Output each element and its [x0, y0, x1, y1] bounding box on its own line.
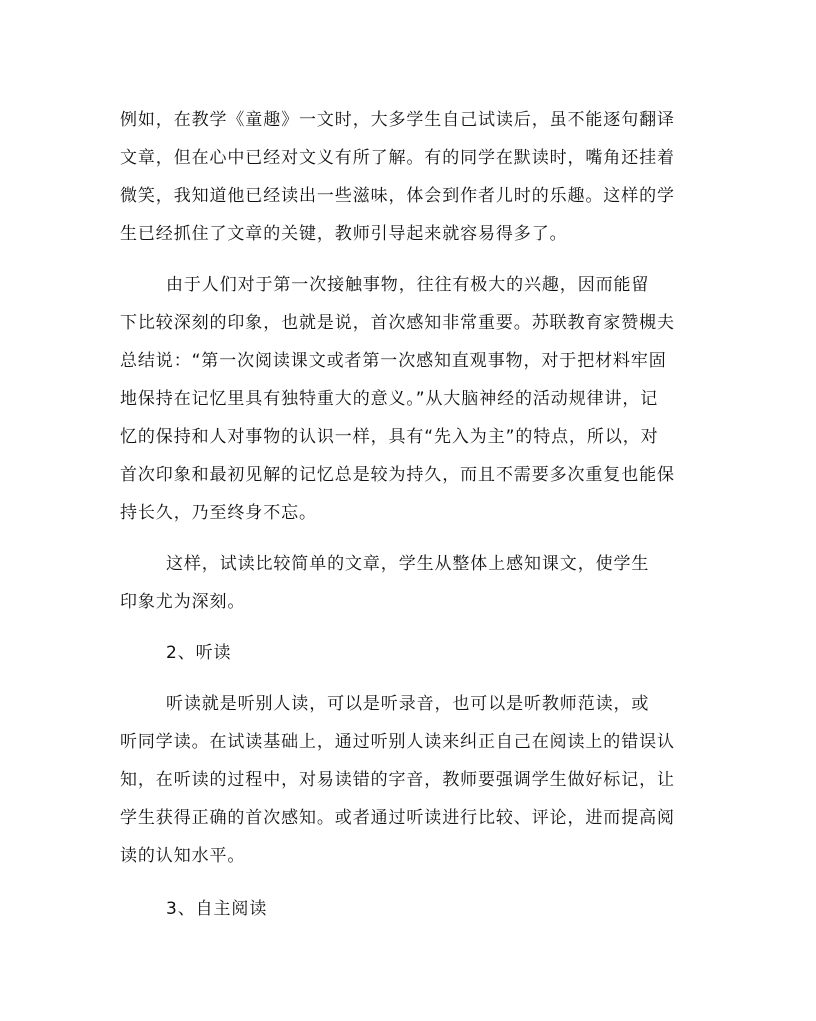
- text-line: 忆的保持和人对事物的认识一样，具有“先入为主”的特点，所以，对: [120, 427, 659, 447]
- text-line: 印象尤为深刻。: [120, 592, 246, 612]
- text-line: 持长久，乃至终身不忘。: [120, 503, 317, 523]
- text-line: 生已经抓住了文章的关键，教师引导起来就容易得多了。: [120, 224, 568, 244]
- text-line: 学生获得正确的首次感知。或者通过听读进行比较、评论，进而提高阅: [120, 808, 675, 828]
- paragraph-first-line: 这样，试读比较简单的文章，学生从整体上感知课文，使学生: [166, 554, 650, 574]
- text-line: 听同学读。在试读基础上，通过听别人读来纠正自己在阅读上的错误认: [120, 732, 675, 752]
- text-line: 总结说：“第一次阅读课文或者第一次感知直观事物，对于把材料牢固: [120, 351, 667, 371]
- paragraph-first-line: 听读就是听别人读，可以是听录音，也可以是听教师范读，或: [166, 694, 650, 714]
- paragraph-first-line: 由于人们对于第一次接触事物，往往有极大的兴趣，因而能留: [166, 275, 650, 295]
- text-line: 地保持在记忆里具有独特重大的意义。”从大脑神经的活动规律讲，记: [120, 389, 659, 409]
- text-line: 知，在听读的过程中，对易读错的字音，教师要强调学生做好标记，让: [120, 770, 675, 790]
- text-line: 首次印象和最初见解的记忆总是较为持久，而且不需要多次重复也能保: [120, 465, 675, 485]
- section-heading: 2、听读: [166, 643, 232, 663]
- section-heading: 3、自主阅读: [166, 899, 268, 919]
- text-line: 例如，在教学《童趣》一文时，大多学生自己试读后，虽不能逐句翻译: [120, 110, 675, 130]
- text-line: 下比较深刻的印象，也就是说，首次感知非常重要。苏联教育家赞槻夫: [120, 313, 675, 333]
- text-line: 微笑，我知道他已经读出一些滋味，体会到作者儿时的乐趣。这样的学: [120, 186, 675, 206]
- text-line: 文章，但在心中已经对文义有所了解。有的同学在默读时，嘴角还挂着: [120, 148, 675, 168]
- text-line: 读的认知水平。: [120, 846, 246, 866]
